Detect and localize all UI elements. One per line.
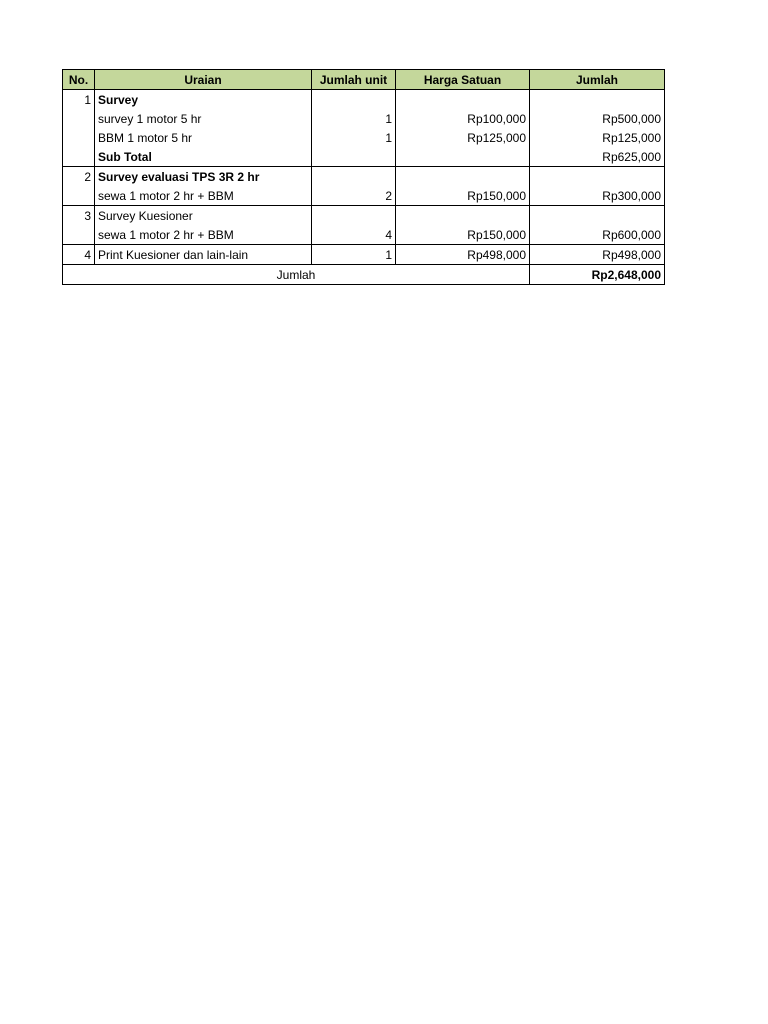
cell-uraian: Sub Total [95, 147, 312, 167]
total-row [63, 265, 665, 285]
cell-unit: 1 [312, 245, 396, 265]
table-row [63, 245, 665, 265]
cell-unit [312, 90, 396, 110]
cell-harga: Rp150,000 [396, 225, 530, 245]
table-row [63, 186, 665, 206]
cell-no [63, 109, 95, 128]
cell-jumlah: Rp498,000 [530, 245, 665, 265]
table-row [63, 225, 665, 245]
cell-jumlah [530, 206, 665, 226]
cell-no: 1 [63, 90, 95, 110]
cell-uraian: Print Kuesioner dan lain-lain [95, 245, 312, 265]
cell-unit: 1 [312, 109, 396, 128]
cell-harga: Rp100,000 [396, 109, 530, 128]
table-row [63, 109, 665, 128]
cell-uraian: Survey Kuesioner [95, 206, 312, 226]
cell-jumlah [530, 167, 665, 187]
cell-unit: 1 [312, 128, 396, 147]
cell-uraian: sewa 1 motor 2 hr + BBM [95, 225, 312, 245]
header-row [63, 70, 665, 90]
header-uraian: Uraian [95, 70, 312, 90]
cell-harga: Rp125,000 [396, 128, 530, 147]
cell-no: 3 [63, 206, 95, 226]
cell-unit [312, 167, 396, 187]
cell-no [63, 147, 95, 167]
cell-no [63, 186, 95, 206]
cell-uraian: sewa 1 motor 2 hr + BBM [95, 186, 312, 206]
table-row [63, 147, 665, 167]
total-label: Jumlah [63, 265, 530, 285]
cell-harga [396, 90, 530, 110]
table-row [63, 128, 665, 147]
cell-jumlah [530, 90, 665, 110]
cell-no [63, 225, 95, 245]
header-jumlah-unit: Jumlah unit [312, 70, 396, 90]
table-row [63, 167, 665, 187]
budget-sheet [62, 69, 664, 285]
total-value: Rp2,648,000 [530, 265, 665, 285]
cell-jumlah: Rp300,000 [530, 186, 665, 206]
cell-jumlah: Rp625,000 [530, 147, 665, 167]
cell-jumlah: Rp500,000 [530, 109, 665, 128]
header-no: No. [63, 70, 95, 90]
header-jumlah: Jumlah [530, 70, 665, 90]
cell-uraian: survey 1 motor 5 hr [95, 109, 312, 128]
cell-unit: 2 [312, 186, 396, 206]
cell-harga [396, 206, 530, 226]
cell-jumlah: Rp125,000 [530, 128, 665, 147]
table-row [63, 206, 665, 226]
cell-jumlah: Rp600,000 [530, 225, 665, 245]
cell-unit [312, 147, 396, 167]
cell-uraian: BBM 1 motor 5 hr [95, 128, 312, 147]
cell-uraian: Survey [95, 90, 312, 110]
header-harga-satuan: Harga Satuan [396, 70, 530, 90]
cell-unit [312, 206, 396, 226]
cell-harga: Rp498,000 [396, 245, 530, 265]
cell-harga [396, 167, 530, 187]
cell-unit: 4 [312, 225, 396, 245]
cell-uraian: Survey evaluasi TPS 3R 2 hr [95, 167, 312, 187]
cell-harga [396, 147, 530, 167]
cell-no [63, 128, 95, 147]
table-row [63, 90, 665, 110]
cell-no: 2 [63, 167, 95, 187]
cell-harga: Rp150,000 [396, 186, 530, 206]
budget-table [62, 69, 665, 285]
cell-no: 4 [63, 245, 95, 265]
